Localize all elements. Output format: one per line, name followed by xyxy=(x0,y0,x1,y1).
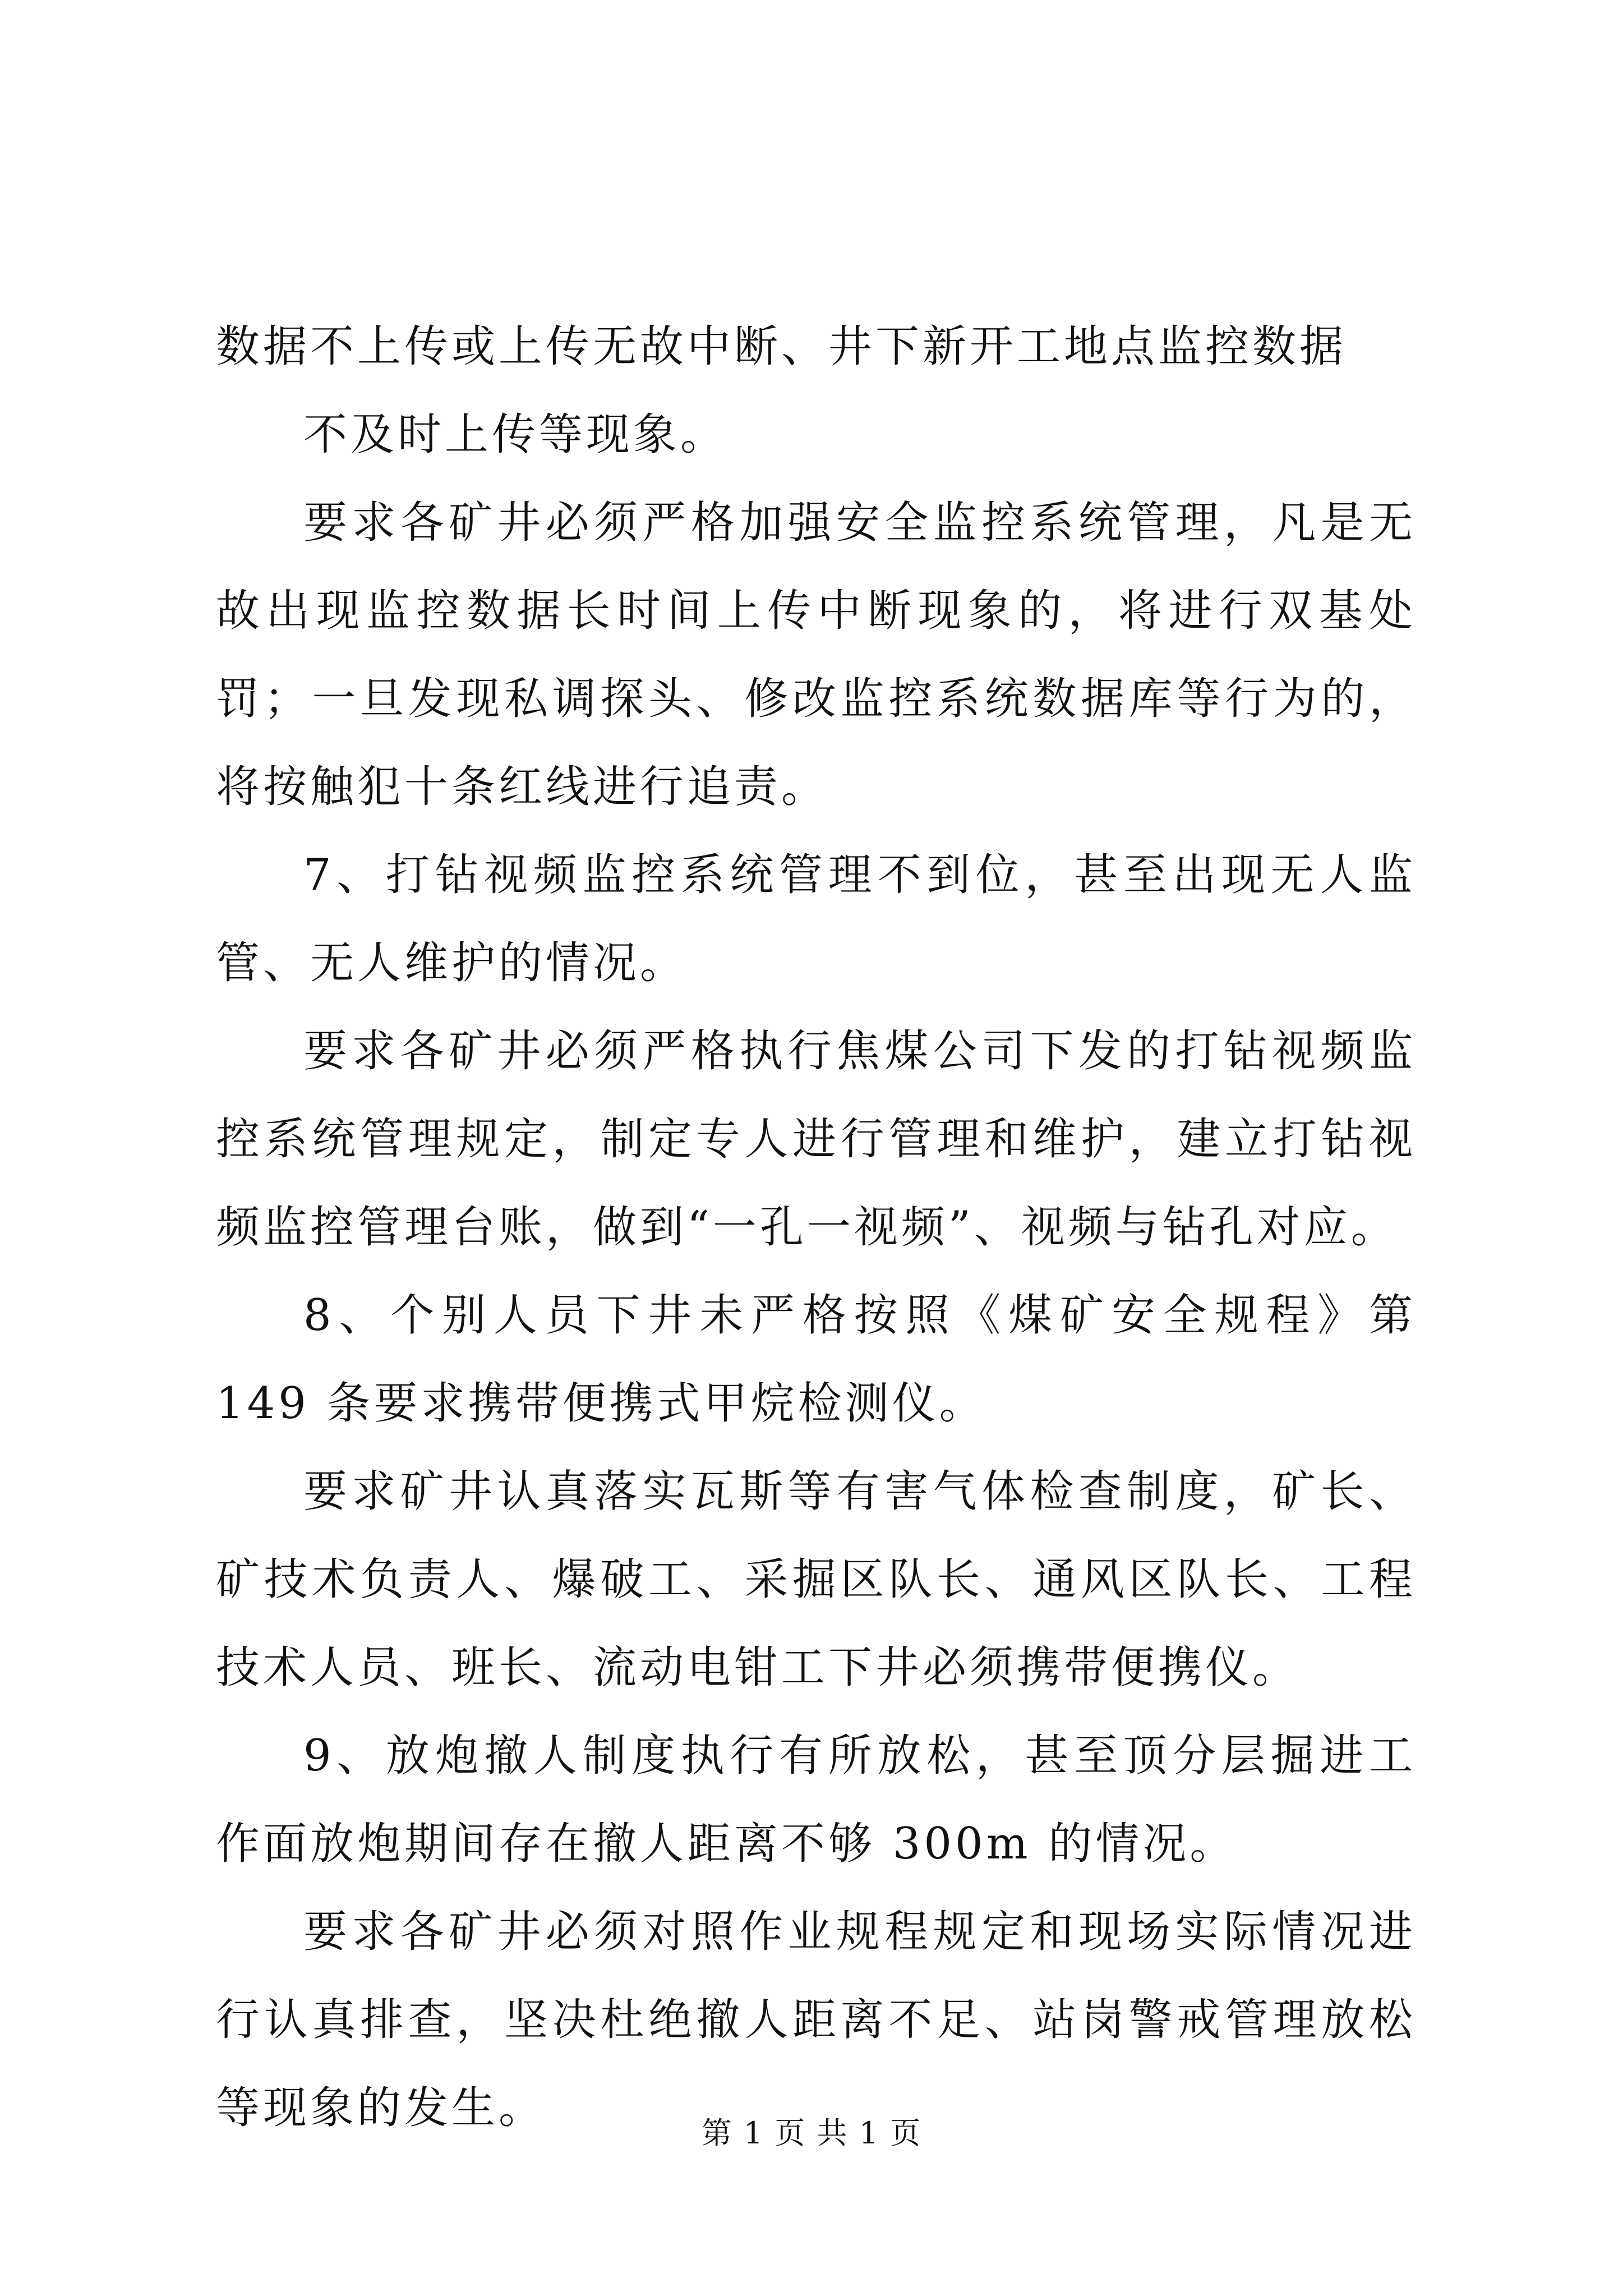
paragraph-5: 要求各矿井必须严格执行焦煤公司下发的打钻视频监控系统管理规定，制定专人进行管理和维护，建立打钻视频监控管理台账，做到“一孔一视频”、视频与钻孔对应。 xyxy=(216,1026,1416,1253)
paragraph-6: 8、个别人员下井未严格按照《煤矿安全规程》第 149 条要求携带便携式甲烷检测仪。 xyxy=(216,1290,1416,1429)
paragraph-8: 9、放炮撤人制度执行有所放松，甚至顶分层掘进工作面放炮期间存在撤人距离不够 300m 的情况。 xyxy=(216,1731,1416,1869)
paragraph-9: 要求各矿井必须对照作业规程规定和现场实际情况进行认真排查，坚决杜绝撤人距离不足、站岗警戒管理放松等现象的发生。 xyxy=(216,1907,1416,2133)
paragraph-7: 要求矿井认真落实瓦斯等有害气体检查制度，矿长、矿技术负责人、爆破工、采掘区队长、通风区队长、工程技术人员、班长、流动电钳工下井必须携带便携仪。 xyxy=(216,1466,1416,1693)
paragraph-4: 7、打钻视频监控系统管理不到位，甚至出现无人监管、无人维护的情况。 xyxy=(216,850,1416,988)
paragraph-1: 数据不上传或上传无故中断、井下新开工地点监控数据 xyxy=(216,321,1347,372)
document-body xyxy=(216,303,1416,2152)
paragraph-3: 要求各矿井必须严格加强安全监控系统管理，凡是无故出现监控数据长时间上传中断现象的，将进行双基处罚；一旦发现私调探头、修改监控系统数据库等行为的，将按触犯十条红线进行追责。 xyxy=(216,498,1416,812)
paragraph-2: 不及时上传等现象。 xyxy=(303,409,728,460)
page-footer: 第 1 页 共 1 页 xyxy=(701,2115,922,2151)
